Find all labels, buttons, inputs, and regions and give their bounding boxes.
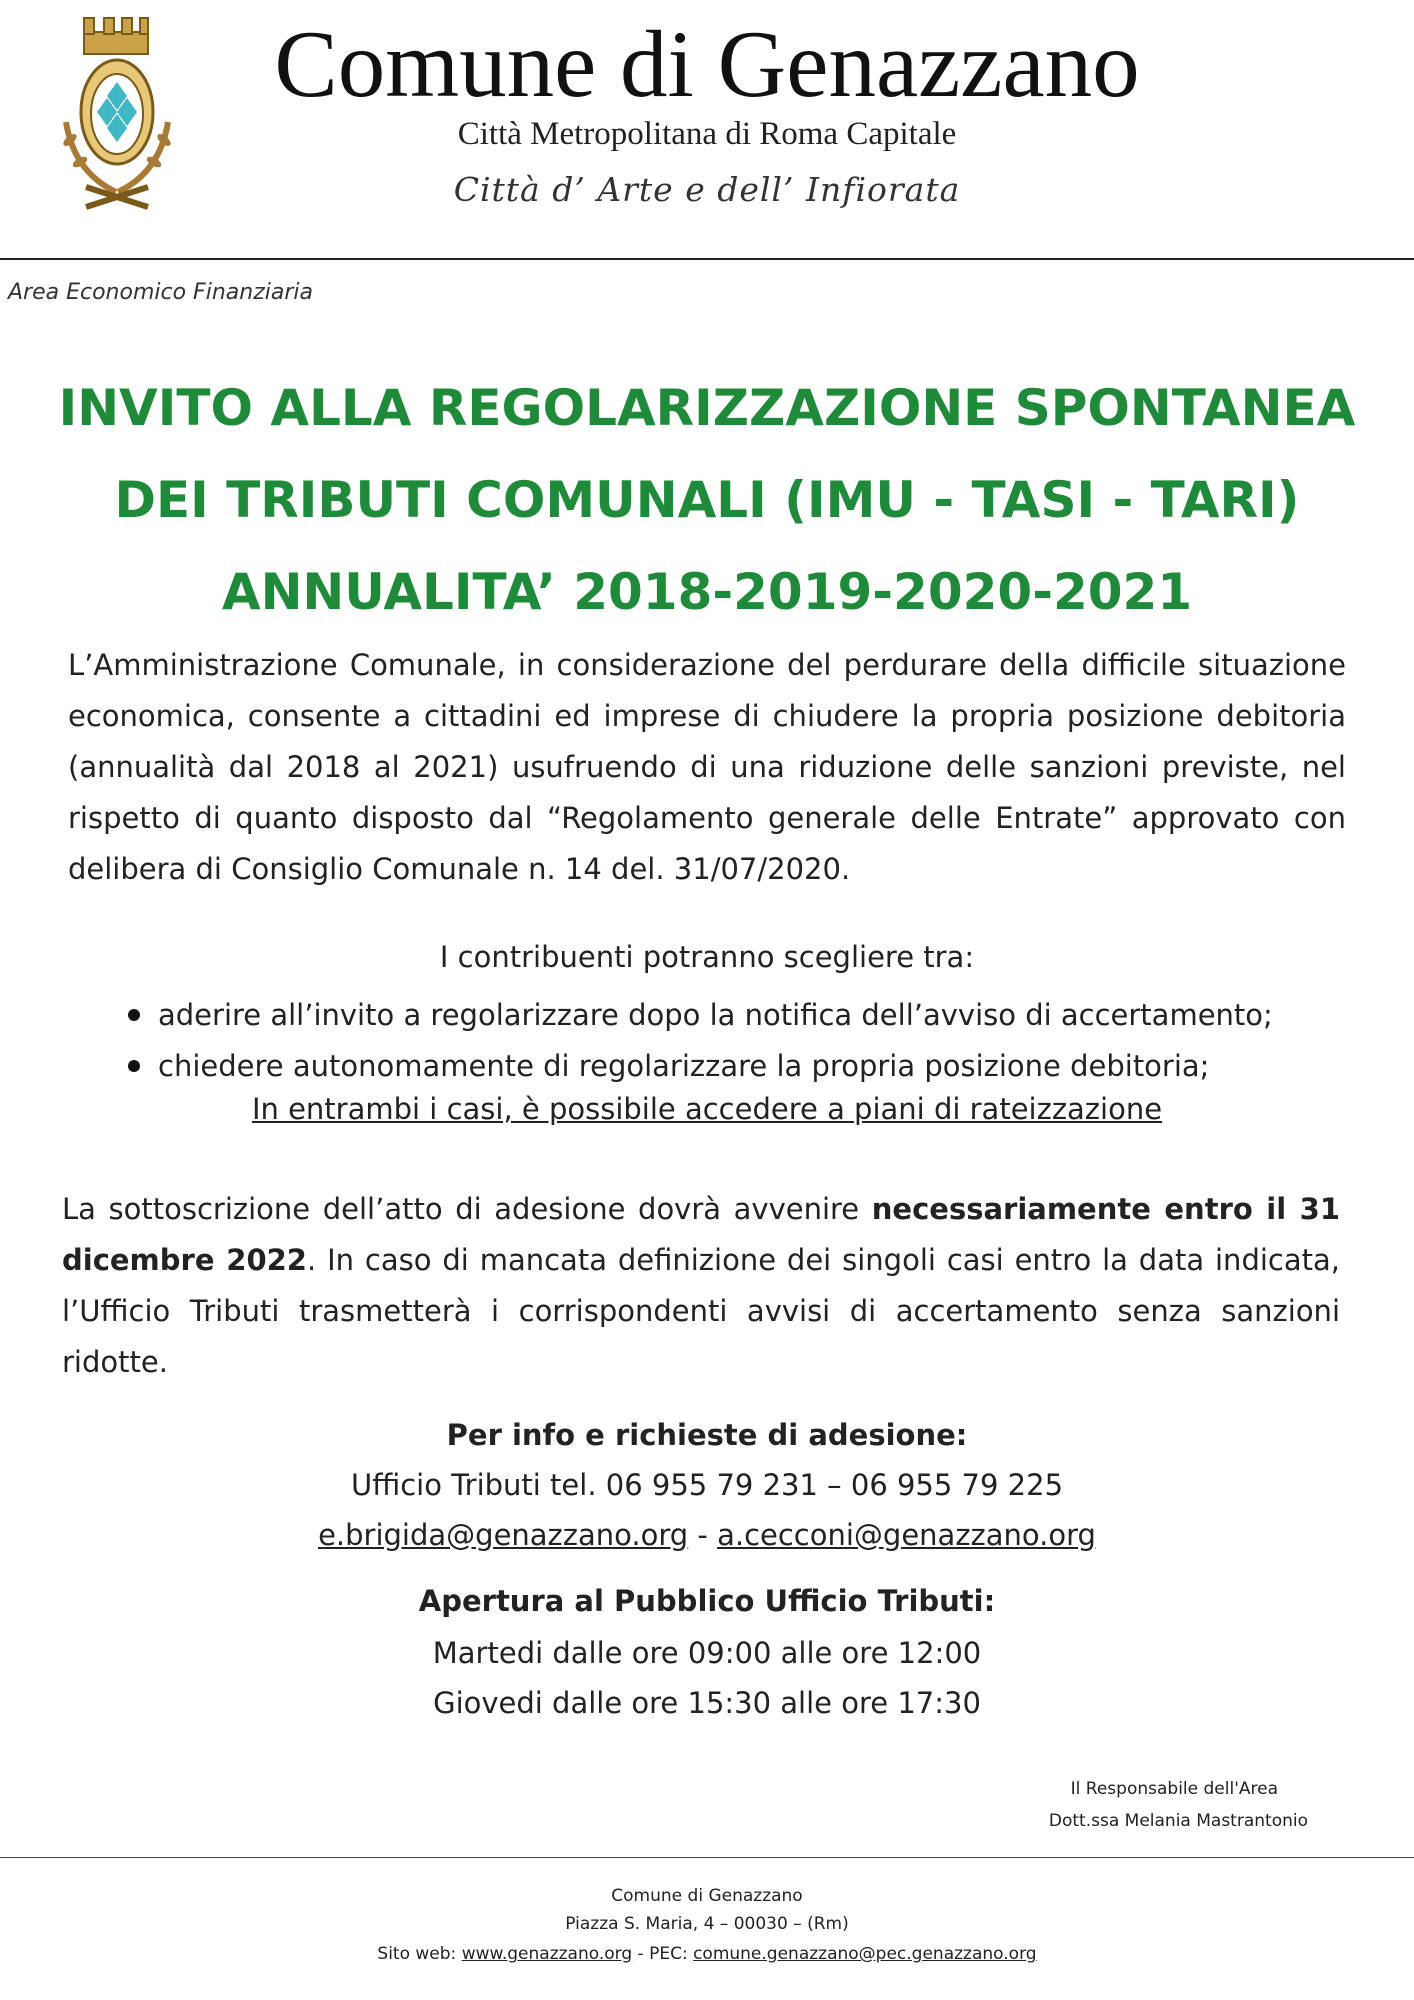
headline-line-1: INVITO ALLA REGOLARIZZAZIONE SPONTANEA — [58, 379, 1356, 437]
subtitle: Città Metropolitana di Roma Capitale — [457, 116, 957, 152]
deadline-date: necessariamente entro il 31 dicembre 2022 — [62, 1192, 1340, 1277]
signature-block — [1049, 1773, 1308, 1837]
list-item: chiedere autonomamente di regolarizzare la propria posizione debitoria; — [128, 1041, 1273, 1092]
pec-link[interactable]: comune.genazzano@pec.genazzano.org — [693, 1944, 1037, 1964]
footer-name: Comune di Genazzano — [611, 1886, 803, 1906]
phone-line: Ufficio Tributi tel. 06 955 79 231 – 06 955 79 225 — [350, 1468, 1064, 1502]
headline-line-2: DEI TRIBUTI COMUNALI (IMU - TASI - TARI) — [114, 471, 1300, 529]
hours-thursday: Giovedi dalle ore 15:30 alle ore 17:30 — [433, 1686, 981, 1720]
headline — [0, 362, 1414, 638]
headline-line-3: ANNUALITA’ 2018-2019-2020-2021 — [221, 563, 1193, 621]
header-divider — [0, 258, 1414, 260]
footer-address: Piazza S. Maria, 4 – 00030 – (Rm) — [565, 1914, 849, 1934]
intro-paragraph: L’Amministrazione Comunale, in considerazione del perdurare della difficile situazione economica, consente a cittadini ed imprese di chiudere la propria posizione debitoria (annualità dal 2018 al 2021) usufruendo di una riduzione delle sanzioni previste, nel rispetto di quanto disposto dal “Regolamento generale delle Entrate” approvato con delibera di Consiglio Comunale n. 14 del. 31/07/2020. — [68, 648, 1346, 886]
info-heading: Per info e richieste di adesione: — [446, 1418, 968, 1452]
signature-name: Dott.ssa Melania Mastrantonio — [1048, 1811, 1308, 1831]
department-label: Area Economico Finanziaria — [8, 280, 313, 305]
list-item: aderire all’invito a regolarizzare dopo la notifica dell’avviso di accertamento; — [128, 990, 1273, 1041]
email-link-brigida[interactable]: e.brigida@genazzano.org — [318, 1518, 689, 1552]
choices-list — [128, 990, 1273, 1092]
installments-note: In entrambi i casi, è possibile accedere a piani di rateizzazione — [251, 1092, 1163, 1126]
hours-tuesday: Martedi dalle ore 09:00 alle ore 12:00 — [432, 1636, 982, 1670]
footer-contacts: Sito web: www.genazzano.org - PEC: comune.genazzano@pec.genazzano.org — [377, 1944, 1037, 1964]
footer-divider — [0, 1857, 1414, 1858]
page-title: Comune di Genazzano — [274, 11, 1140, 117]
signature-role: Il Responsabile dell'Area — [1070, 1779, 1278, 1799]
hours-heading: Apertura al Pubblico Ufficio Tributi: — [418, 1584, 996, 1618]
email-line: e.brigida@genazzano.org - a.cecconi@genazzano.org — [318, 1518, 1096, 1552]
choices-intro: I contribuenti potranno scegliere tra: — [439, 940, 975, 974]
website-link[interactable]: www.genazzano.org — [461, 1944, 633, 1964]
motto: Città d’ Arte e dell’ Infiorata — [453, 170, 961, 209]
email-link-cecconi[interactable]: a.cecconi@genazzano.org — [717, 1518, 1096, 1552]
deadline-paragraph: La sottoscrizione dell’atto di adesione dovrà avvenire necessariamente entro il 31 dicembre 2022. In caso di mancata definizione dei singoli casi entro la data indicata, l’Ufficio Tributi trasmetterà i corrispondenti avvisi di accertamento senza sanzioni ridotte. — [62, 1192, 1340, 1379]
